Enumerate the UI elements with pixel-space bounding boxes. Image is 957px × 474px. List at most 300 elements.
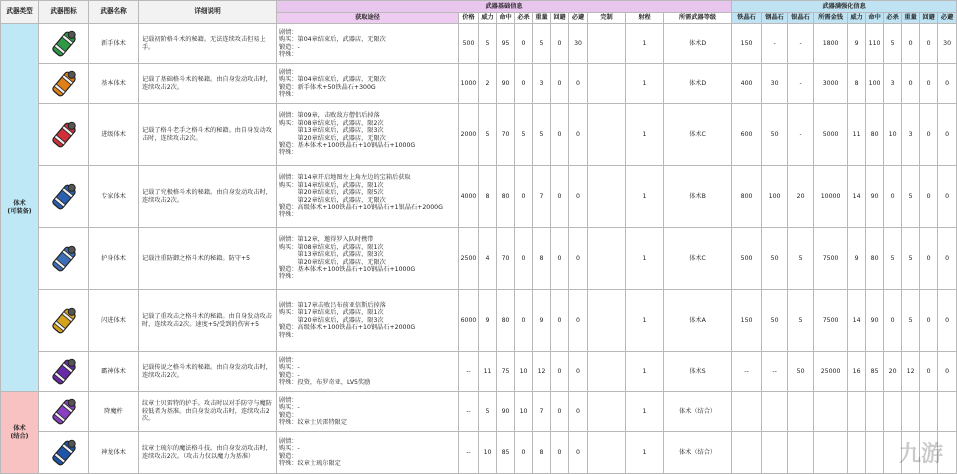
table-row [1, 392, 957, 432]
base-stat-cell: 1 [626, 228, 664, 290]
enh-stat-cell: 0 [884, 290, 902, 352]
enh-stat-cell: 8 [848, 64, 866, 104]
base-stat-cell: 0 [551, 352, 569, 392]
base-stat-cell: 0 [569, 290, 588, 352]
table-row [1, 104, 957, 166]
source-line: 购买：- [279, 364, 300, 372]
base-stat-cell: 体术C [664, 228, 732, 290]
base-stat-cell: 0 [515, 290, 533, 352]
header-enh-col: 威力 [848, 13, 866, 24]
weapon-description: 记载初阶格斗术的秘籍。无法连续攻击但易上手。 [139, 24, 277, 64]
base-stat-cell: 85 [497, 432, 515, 474]
base-stat-cell: 体术（结合） [664, 392, 732, 432]
base-stat-cell: 0 [515, 166, 533, 228]
header-name: 武器名称 [89, 1, 139, 24]
header-base-group: 武器基础信息 [277, 1, 732, 13]
enh-stat-cell: 0 [938, 352, 957, 392]
acquisition-source [277, 352, 459, 392]
enh-stat-cell: - [762, 24, 788, 64]
acquisition-source [277, 432, 459, 474]
source-line: 第13章结束后，武器店，限3次 [279, 251, 384, 259]
base-stat-cell: 0 [569, 228, 588, 290]
header-enh-col: 所需金钱 [814, 13, 848, 24]
enh-stat-cell [884, 392, 902, 432]
enh-stat-cell: 80 [866, 228, 884, 290]
enh-stat-cell: 0 [938, 166, 957, 228]
source-line: 第20章结束后，武器店，限5次 [279, 189, 384, 197]
weapon-name: 闪进体术 [89, 290, 139, 352]
enh-stat-cell: 5 [902, 166, 920, 228]
acquisition-source [277, 290, 459, 352]
header-base-col: 必避 [569, 13, 588, 24]
base-stat-cell: 0 [569, 64, 588, 104]
enh-stat-cell [902, 392, 920, 432]
source-line: 购买：- [279, 445, 300, 453]
enh-stat-cell: 400 [732, 64, 762, 104]
base-stat-cell: 75 [497, 352, 515, 392]
base-stat-cell: 1 [626, 290, 664, 352]
enh-stat-cell: 0 [938, 290, 957, 352]
enh-stat-cell: 150 [732, 24, 762, 64]
table-row [1, 24, 957, 64]
base-stat-cell: -- [459, 392, 479, 432]
enh-stat-cell: 12 [902, 352, 920, 392]
scroll-icon [47, 27, 81, 61]
acquisition-source [277, 228, 459, 290]
base-stat-cell: 1 [626, 24, 664, 64]
source-line: 锻造：基本体术+100铁晶石+10钢晶石+1000G [279, 265, 416, 273]
base-stat-cell: 1 [626, 104, 664, 166]
enh-stat-cell: 7500 [814, 290, 848, 352]
enh-stat-cell [848, 432, 866, 474]
base-stat-cell: 11 [479, 352, 497, 392]
base-stat-cell: 1000 [459, 64, 479, 104]
base-stat-cell: 体术S [664, 352, 732, 392]
source-line: 剧情：第09章，击败敌方僧侣后掉落 [279, 112, 380, 120]
base-stat-cell: 5 [533, 24, 551, 64]
source-line: 特殊： [279, 149, 298, 157]
header-base-col: 价格 [459, 13, 479, 24]
enh-stat-cell: 5000 [814, 104, 848, 166]
enh-stat-cell [732, 392, 762, 432]
enh-stat-cell: 5 [884, 228, 902, 290]
source-line: 特殊：纹章士琉尔限定 [279, 459, 341, 467]
enh-stat-cell: 50 [762, 228, 788, 290]
weapon-name: 新手体术 [89, 24, 139, 64]
enh-stat-cell: 3 [884, 64, 902, 104]
enh-stat-cell: 0 [920, 228, 938, 290]
source-line: 购买：第17章结束后，武器店，限1次 [279, 309, 384, 317]
acquisition-source [277, 392, 459, 432]
enh-stat-cell: 10000 [814, 166, 848, 228]
enh-stat-cell: 150 [732, 290, 762, 352]
base-stat-cell: 10 [479, 432, 497, 474]
weapon-name: 神龙体术 [89, 432, 139, 474]
base-stat-cell: 9 [479, 290, 497, 352]
base-stat-cell: -- [459, 432, 479, 474]
enh-stat-cell: 0 [884, 166, 902, 228]
weapon-name: 降魔杵 [89, 392, 139, 432]
base-stat-cell: 1 [626, 432, 664, 474]
base-stat-cell [588, 24, 626, 64]
weapon-name: 基本体术 [89, 64, 139, 104]
base-stat-cell: 0 [515, 228, 533, 290]
enh-stat-cell: 30 [762, 64, 788, 104]
enh-stat-cell: 600 [732, 104, 762, 166]
header-enh-group: 武器满强化信息 [732, 1, 957, 13]
enh-stat-cell: 0 [938, 64, 957, 104]
header-enh-col: 命中 [866, 13, 884, 24]
base-stat-cell: 2000 [459, 104, 479, 166]
enh-stat-cell [920, 392, 938, 432]
base-stat-cell: 0 [551, 432, 569, 474]
base-stat-cell: 8 [479, 166, 497, 228]
enh-stat-cell: 100 [866, 64, 884, 104]
header-enh-col: 重量 [902, 13, 920, 24]
weapon-description: 记载了究极格斗术的秘籍。由自身发动攻击时，连续攻击2次。 [139, 166, 277, 228]
acquisition-source [277, 166, 459, 228]
enh-stat-cell: 0 [920, 352, 938, 392]
enh-stat-cell: 800 [732, 166, 762, 228]
header-enh-col: 必杀 [884, 13, 902, 24]
table-row [1, 352, 957, 392]
source-line: 特殊： [279, 331, 298, 339]
enh-stat-cell: - [788, 104, 814, 166]
enh-stat-cell: 10 [884, 104, 902, 166]
header-base-col: 射程 [626, 13, 664, 24]
enh-stat-cell: 50 [788, 352, 814, 392]
scroll-icon [47, 355, 81, 389]
weapon-description: 记载了基础格斗术的秘籍。由自身发动攻击时，连续攻击2次。 [139, 64, 277, 104]
base-stat-cell: 0 [569, 392, 588, 432]
header-type: 武器类型 [1, 1, 39, 24]
base-stat-cell [588, 352, 626, 392]
enh-stat-cell: 5 [884, 24, 902, 64]
enh-stat-cell: 80 [866, 104, 884, 166]
scroll-icon [47, 395, 81, 429]
source-line: 特殊：投资，布罗奇亚，LV5奖励 [279, 378, 371, 386]
scroll-icon [47, 180, 81, 214]
weapon-description: 纹章士贝雷特的护手。攻击时以对手防守与魔防较低者为基准。由自身发动攻击时，连续攻击2次。 [139, 392, 277, 432]
source-line: 特殊： [279, 90, 298, 98]
enh-stat-cell: 0 [902, 24, 920, 64]
base-stat-cell: 3 [533, 64, 551, 104]
header-base-col: 必杀 [515, 13, 533, 24]
source-line: 剧情： [279, 356, 298, 364]
table-row [1, 166, 957, 228]
source-line: 剧情： [279, 396, 298, 404]
enh-stat-cell [762, 392, 788, 432]
base-stat-cell: 8 [533, 432, 551, 474]
base-stat-cell: 1 [626, 352, 664, 392]
base-stat-cell: 4000 [459, 166, 479, 228]
enh-stat-cell: 0 [920, 24, 938, 64]
source-line: 特殊： [279, 211, 298, 219]
header-desc: 详细说明 [139, 1, 277, 24]
acquisition-source [277, 24, 459, 64]
enh-stat-cell: 0 [938, 104, 957, 166]
weapon-icon-cell [39, 166, 89, 228]
enh-stat-cell: 110 [866, 24, 884, 64]
enh-stat-cell: 5 [902, 228, 920, 290]
weapon-icon-cell [39, 290, 89, 352]
source-line: 第20章结束后，武器店，无限次 [279, 134, 386, 142]
source-line: 特殊：纹章士贝雷特限定 [279, 418, 348, 426]
source-line: 第22章结束后，武器店，无限次 [279, 196, 386, 204]
weapon-description: 记载传说之格斗术的秘籍。由自身发动攻击时，连续攻击2次。 [139, 352, 277, 392]
source-line: 购买：第04章结束后，武器店，无限次 [279, 36, 386, 44]
source-line: 锻造：高级体术+100铁晶石+10钢晶石+2000G [279, 324, 416, 332]
enh-stat-cell: 90 [866, 290, 884, 352]
enh-stat-cell: 500 [732, 228, 762, 290]
enh-stat-cell: 5 [788, 290, 814, 352]
enh-stat-cell: 3000 [814, 64, 848, 104]
source-line: 特殊： [279, 50, 298, 58]
table-row [1, 290, 957, 352]
base-stat-cell: 体术B [664, 166, 732, 228]
base-stat-cell: 1 [626, 166, 664, 228]
header-base-col: 完制 [588, 13, 626, 24]
enh-stat-cell [762, 432, 788, 474]
source-line: 购买：第08章结束后，武器店，限1次 [279, 243, 384, 251]
source-line: 锻造： [279, 452, 298, 460]
enh-stat-cell: 0 [920, 166, 938, 228]
base-stat-cell: 1 [626, 392, 664, 432]
scroll-icon [47, 436, 81, 470]
header-enh-col: 铁晶石 [732, 13, 762, 24]
source-line: 锻造：新手体术+50铁晶石+300G [279, 83, 376, 91]
source-line: 购买：第04章结束后，武器店，无限次 [279, 76, 386, 84]
source-line: 锻造：- [279, 43, 300, 51]
enh-stat-cell: - [788, 24, 814, 64]
base-stat-cell: 2 [479, 64, 497, 104]
base-stat-cell: 0 [551, 228, 569, 290]
enh-stat-cell [866, 392, 884, 432]
source-line: 剧情：第14章开启地图左上角左边的宝箱后获取 [279, 174, 411, 182]
header-enh-col: 必避 [938, 13, 957, 24]
base-stat-cell: 0 [551, 64, 569, 104]
base-stat-cell: 5 [479, 392, 497, 432]
source-line: 剧情： [279, 68, 298, 76]
base-stat-cell: 70 [497, 228, 515, 290]
header-base-col: 重量 [533, 13, 551, 24]
base-stat-cell: 1 [626, 64, 664, 104]
category-cell: 体术 (结合) [1, 392, 39, 474]
base-stat-cell: 0 [515, 64, 533, 104]
enh-stat-cell: 0 [902, 64, 920, 104]
base-stat-cell: 0 [551, 290, 569, 352]
enh-stat-cell: 14 [848, 166, 866, 228]
header-base-col: 回避 [551, 13, 569, 24]
header-base-col: 威力 [479, 13, 497, 24]
weapon-description: 记载了重攻击之格斗术的秘籍。由自身发动攻击时，连续攻击2次。速度+5/受到的伤害+5 [139, 290, 277, 352]
weapon-description: 纹章士琉尔的魔法格斗技。由自身发动攻击时，连续攻击2次。（攻击力仅以魔力为基准） [139, 432, 277, 474]
base-stat-cell: 0 [551, 166, 569, 228]
enh-stat-cell: 0 [938, 228, 957, 290]
base-stat-cell: 体术D [664, 24, 732, 64]
scroll-icon [47, 304, 81, 338]
header-enh-col: 银晶石 [788, 13, 814, 24]
enh-stat-cell: 9 [848, 24, 866, 64]
base-stat-cell: 5 [479, 104, 497, 166]
base-stat-cell: 12 [533, 352, 551, 392]
header-source: 获取途径 [277, 13, 459, 24]
weapon-icon-cell [39, 24, 89, 64]
source-line: 购买：第14章结束后，武器店，限1次 [279, 181, 384, 189]
base-stat-cell: 9 [533, 290, 551, 352]
base-stat-cell: 0 [551, 392, 569, 432]
enh-stat-cell: -- [732, 352, 762, 392]
base-stat-cell: 5 [479, 24, 497, 64]
enh-stat-cell: 9 [848, 228, 866, 290]
base-stat-cell: 5 [533, 104, 551, 166]
category-cell: 体术 (可装备) [1, 24, 39, 392]
base-stat-cell: 90 [497, 392, 515, 432]
enh-stat-cell: 3 [902, 104, 920, 166]
enh-stat-cell: 85 [866, 352, 884, 392]
base-stat-cell: 7 [533, 166, 551, 228]
base-stat-cell: 500 [459, 24, 479, 64]
base-stat-cell [588, 432, 626, 474]
enh-stat-cell: 20 [884, 352, 902, 392]
base-stat-cell: 4 [479, 228, 497, 290]
header-base-col: 所需武器等级 [664, 13, 732, 24]
base-stat-cell: 0 [569, 166, 588, 228]
source-line: 锻造：基本体术+100铁晶石+10钢晶石+1000G [279, 141, 416, 149]
weapon-name: 进级体术 [89, 104, 139, 166]
enh-stat-cell: 50 [762, 104, 788, 166]
base-stat-cell [588, 228, 626, 290]
weapon-name: 霸神体术 [89, 352, 139, 392]
source-line: 剧情： [279, 28, 298, 36]
weapon-icon-cell [39, 352, 89, 392]
base-stat-cell: 8 [533, 228, 551, 290]
base-stat-cell: 10 [515, 352, 533, 392]
enh-stat-cell: 14 [848, 290, 866, 352]
base-stat-cell [588, 64, 626, 104]
weapon-name: 专家体术 [89, 166, 139, 228]
enh-stat-cell: 90 [866, 166, 884, 228]
table-row [1, 64, 957, 104]
scroll-icon [47, 118, 81, 152]
base-stat-cell: 0 [569, 104, 588, 166]
source-line: 购买：- [279, 404, 300, 412]
enh-stat-cell: 20 [788, 166, 814, 228]
base-stat-cell [588, 104, 626, 166]
base-stat-cell: 体术A [664, 290, 732, 352]
weapon-icon-cell [39, 64, 89, 104]
enh-stat-cell: - [788, 64, 814, 104]
source-line: 锻造：- [279, 371, 300, 379]
base-stat-cell: 10 [515, 392, 533, 432]
base-stat-cell: 6000 [459, 290, 479, 352]
base-stat-cell: 5 [515, 104, 533, 166]
header-base-col: 命中 [497, 13, 515, 24]
base-stat-cell: 80 [497, 290, 515, 352]
enh-stat-cell [848, 392, 866, 432]
base-stat-cell: 30 [569, 24, 588, 64]
enh-stat-cell [732, 432, 762, 474]
source-line: 第13章结束后，武器店，限3次 [279, 127, 384, 135]
enh-stat-cell [938, 392, 957, 432]
header-icon: 武器图标 [39, 1, 89, 24]
base-stat-cell: 体术（结合） [664, 432, 732, 474]
base-stat-cell: 90 [497, 64, 515, 104]
source-line: 锻造：高级体术+100铁晶石+10钢晶石+1银晶石+2000G [279, 203, 443, 211]
source-line: 特殊： [279, 273, 298, 281]
weapon-icon-cell [39, 392, 89, 432]
enh-stat-cell: -- [762, 352, 788, 392]
scroll-icon [47, 67, 81, 101]
base-stat-cell: -- [459, 352, 479, 392]
header-enh-col: 回避 [920, 13, 938, 24]
enh-stat-cell: 16 [848, 352, 866, 392]
enh-stat-cell: 11 [848, 104, 866, 166]
weapon-description: 记载注重防御之格斗术的秘籍。防守+5 [139, 228, 277, 290]
enh-stat-cell: 0 [920, 64, 938, 104]
enh-stat-cell [814, 432, 848, 474]
enh-stat-cell: 7500 [814, 228, 848, 290]
enh-stat-cell: 0 [920, 290, 938, 352]
weapon-description: 记载了格斗老手之格斗术的秘籍。由自身发动攻击时，连续攻击2次。 [139, 104, 277, 166]
enh-stat-cell: 25000 [814, 352, 848, 392]
base-stat-cell [588, 392, 626, 432]
enh-stat-cell: 0 [920, 104, 938, 166]
source-line: 剧情：第12章，邀得罗入队时携带 [279, 236, 374, 244]
base-stat-cell: 80 [497, 166, 515, 228]
source-line: 第20章结束后，武器店，无限次 [279, 258, 386, 266]
weapon-icon-cell [39, 104, 89, 166]
weapon-icon-cell [39, 432, 89, 474]
table-row [1, 432, 957, 474]
enh-stat-cell [788, 392, 814, 432]
base-stat-cell: 70 [497, 104, 515, 166]
base-stat-cell: 0 [569, 432, 588, 474]
enh-stat-cell: 5 [902, 290, 920, 352]
base-stat-cell: 0 [569, 352, 588, 392]
watermark-logo: 九游 [898, 442, 943, 467]
base-stat-cell: 7 [533, 392, 551, 432]
acquisition-source [277, 64, 459, 104]
enh-stat-cell: 100 [762, 166, 788, 228]
acquisition-source [277, 104, 459, 166]
base-stat-cell: 95 [497, 24, 515, 64]
source-line: 锻造： [279, 411, 298, 419]
enh-stat-cell: 30 [938, 24, 957, 64]
enh-stat-cell: 5 [788, 228, 814, 290]
table-row [1, 228, 957, 290]
enh-stat-cell [866, 432, 884, 474]
source-line: 第20章结束后，武器店，限3次 [279, 316, 384, 324]
base-stat-cell: 0 [515, 432, 533, 474]
base-stat-cell [588, 166, 626, 228]
base-stat-cell [588, 290, 626, 352]
base-stat-cell: 体术C [664, 104, 732, 166]
base-stat-cell: 0 [551, 104, 569, 166]
base-stat-cell: 0 [551, 24, 569, 64]
scroll-icon [47, 242, 81, 276]
source-line: 购买：第08章结束后，武器店，限2次 [279, 119, 384, 127]
base-stat-cell: 0 [515, 24, 533, 64]
base-stat-cell: 体术D [664, 64, 732, 104]
weapon-icon-cell [39, 228, 89, 290]
source-line: 剧情：第17章击败吕布前亚信斯后掉落 [279, 302, 386, 310]
header-enh-col: 钢晶石 [762, 13, 788, 24]
enh-stat-cell [814, 392, 848, 432]
enh-stat-cell: 1800 [814, 24, 848, 64]
enh-stat-cell: 50 [762, 290, 788, 352]
source-line: 剧情： [279, 437, 298, 445]
